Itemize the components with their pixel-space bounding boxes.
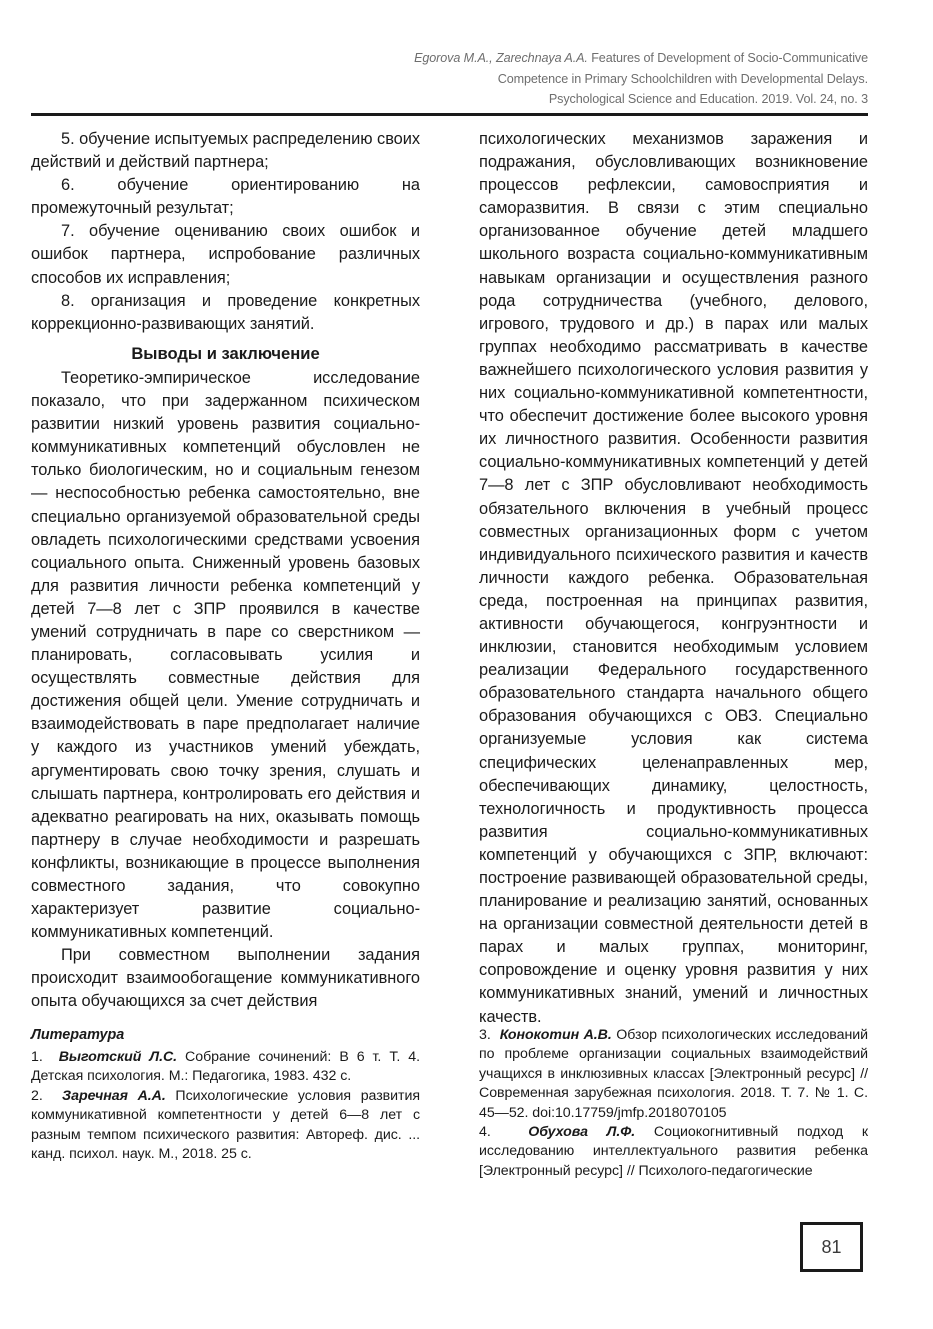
body-paragraph: При совместном выполнении задания происходит взаимообогащение коммуникативного опыта обучающихся за счет действия	[31, 946, 420, 1011]
reference-number: 4.	[479, 1124, 491, 1141]
references-column-left	[31, 1026, 420, 1164]
body-columns	[31, 128, 868, 1026]
reference-number: 1.	[31, 1049, 43, 1065]
column-right	[479, 128, 868, 1029]
page-number-box	[800, 1222, 863, 1272]
running-head-authors: Egorova M.A., Zarechnaya A.A.	[414, 51, 588, 65]
reference-text: Психологические условия развития коммуникативной компетентности у детей 6—8 лет с разным темпом психического развития: Автореф. дис. ... канд. психол. наук. М., 2018. 25 с.	[31, 1087, 420, 1163]
list-item: 5. обучение испытуемых распределению своих действий и действий партнера;	[31, 130, 420, 172]
running-head-line-3: Psychological Science and Education. 2019. Vol. 24, no. 3	[548, 92, 868, 106]
references-heading: Литература	[31, 1027, 125, 1043]
reference-item	[31, 1048, 420, 1087]
reference-author: Заречная А.А.	[62, 1087, 166, 1104]
section-heading: Выводы и заключение	[131, 343, 320, 363]
reference-number: 3.	[479, 1027, 491, 1043]
reference-item	[479, 1123, 868, 1181]
running-head-title-part-1: Features of Development of Socio-Communicative	[587, 51, 868, 65]
list-item: 7. обучение оцениванию своих ошибок и ошибок партнера, испробование различных способов их исправления;	[31, 222, 420, 287]
running-head	[31, 48, 868, 110]
body-paragraph: Теоретико-эмпирическое исследование показало, что при задержанном психическом развитии низкий уровень развития социально-коммуникативных компетенций обусловлен не только биологическим, но и социальным генезом — неспособностью ребенка самостоятельно, вне специально организуемой образовательной среды овладеть психологическими средствами усвоения социального опыта. Сниженный уровень базовых для развития личности ребенка компетенций у детей 7—8 лет с ЗПР проявился в качестве умений сотрудничать в паре со сверстником — планировать, согласовывать усилия и осуществлять совместные действия для достижения общей цели. Умение сотрудничать и взаимодействовать в паре предполагает наличие у каждого из участников умений убеждать, аргументировать свою точку зрения, слушать и слышать партнера, контролировать его действия и адекватно реагировать на них, оказывать помощь партнеру в случае необходимости и разрешать конфликты, возникающие в процессе выполнения совместного задания, что совокупно характеризует развитие социально-коммуникативных компетенций.	[31, 368, 420, 942]
header-rule	[31, 113, 868, 116]
list-item: 6. обучение ориентированию на промежуточный результат;	[31, 176, 420, 218]
reference-text: Обзор психологических исследований по проблеме организации социальных взаимодействий учащихся в инклюзивных классах [Электронный ресурс] // Современная зарубежная психология. 2018. Т. 7. № 1. С. 45—52. doi:10.17759/jmfp.2018070105	[479, 1027, 868, 1121]
reference-text: Социокогнитивный подход к исследованию интеллектуального развития ребенка [Электронный ресурс] // Психолого-педагогические	[479, 1124, 868, 1179]
reference-text: Собрание сочинений: В 6 т. Т. 4. Детская психология. М.: Педагогика, 1983. 432 с.	[31, 1049, 420, 1085]
reference-number: 2.	[31, 1087, 43, 1104]
running-head-line-2: Competence in Primary Schoolchildren with Developmental Delays.	[497, 71, 868, 86]
page-number: 81	[821, 1236, 842, 1257]
reference-author: Обухова Л.Ф.	[528, 1124, 636, 1141]
reference-item	[31, 1087, 420, 1165]
reference-author: Выготский Л.С.	[58, 1049, 178, 1065]
column-left	[31, 128, 420, 1014]
list-item: 8. организация и проведение конкретных коррекционно-развивающих занятий.	[31, 291, 420, 333]
body-paragraph: психологических механизмов заражения и подражания, обусловливающих возникновение процессов рефлексии, самовосприятия и саморазвития. В связи с этим специально организованное обучение детей младшего школьного возраста социально-коммуникативным навыкам организации и осуществления разного рода сотрудничества (учебного, делового, игрового, трудового и др.) в парах или малых группах необходимо рассматривать в качестве важнейшего психологического условия развития у них социально-коммуникативной компетентности, что обеспечит достижение более высокого уровня их личностного развития. Особенности развития социально-коммуникативных компетенций у детей 7—8 лет с ЗПР обусловливают необходимость обязательного включения в учебный процесс совместных организационных форм с учетом индивидуального психического развития и качеств личности каждого ребенка. Образовательная среда, построенная на принципах развития, активности обучающегося, конгруэнтности и инклюзии, становится необходимым условием реализации Федерального государственного образовательного стандарта начального общего образования обучающихся с ОВЗ. Специально организуемые условия как система специфических целенаправленных мер, обеспечивающих динамику, целостность, технологичность и продуктивность процесса развития социально-коммуникативных компетенций у обучающихся с ЗПР, включают: построение развивающей образовательной среды, планирование и реализацию занятий, основанных на организации совместной деятельности детей в парах и малых группах, мониторинг, сопровождение и оценку уровня развития у них коммуникативных знаний, умений и личностных качеств.	[479, 130, 868, 1026]
running-head-line-1	[31, 48, 868, 69]
reference-item	[479, 1026, 868, 1123]
references-column-right	[479, 1026, 868, 1181]
reference-author: Конокотин А.В.	[499, 1027, 612, 1043]
